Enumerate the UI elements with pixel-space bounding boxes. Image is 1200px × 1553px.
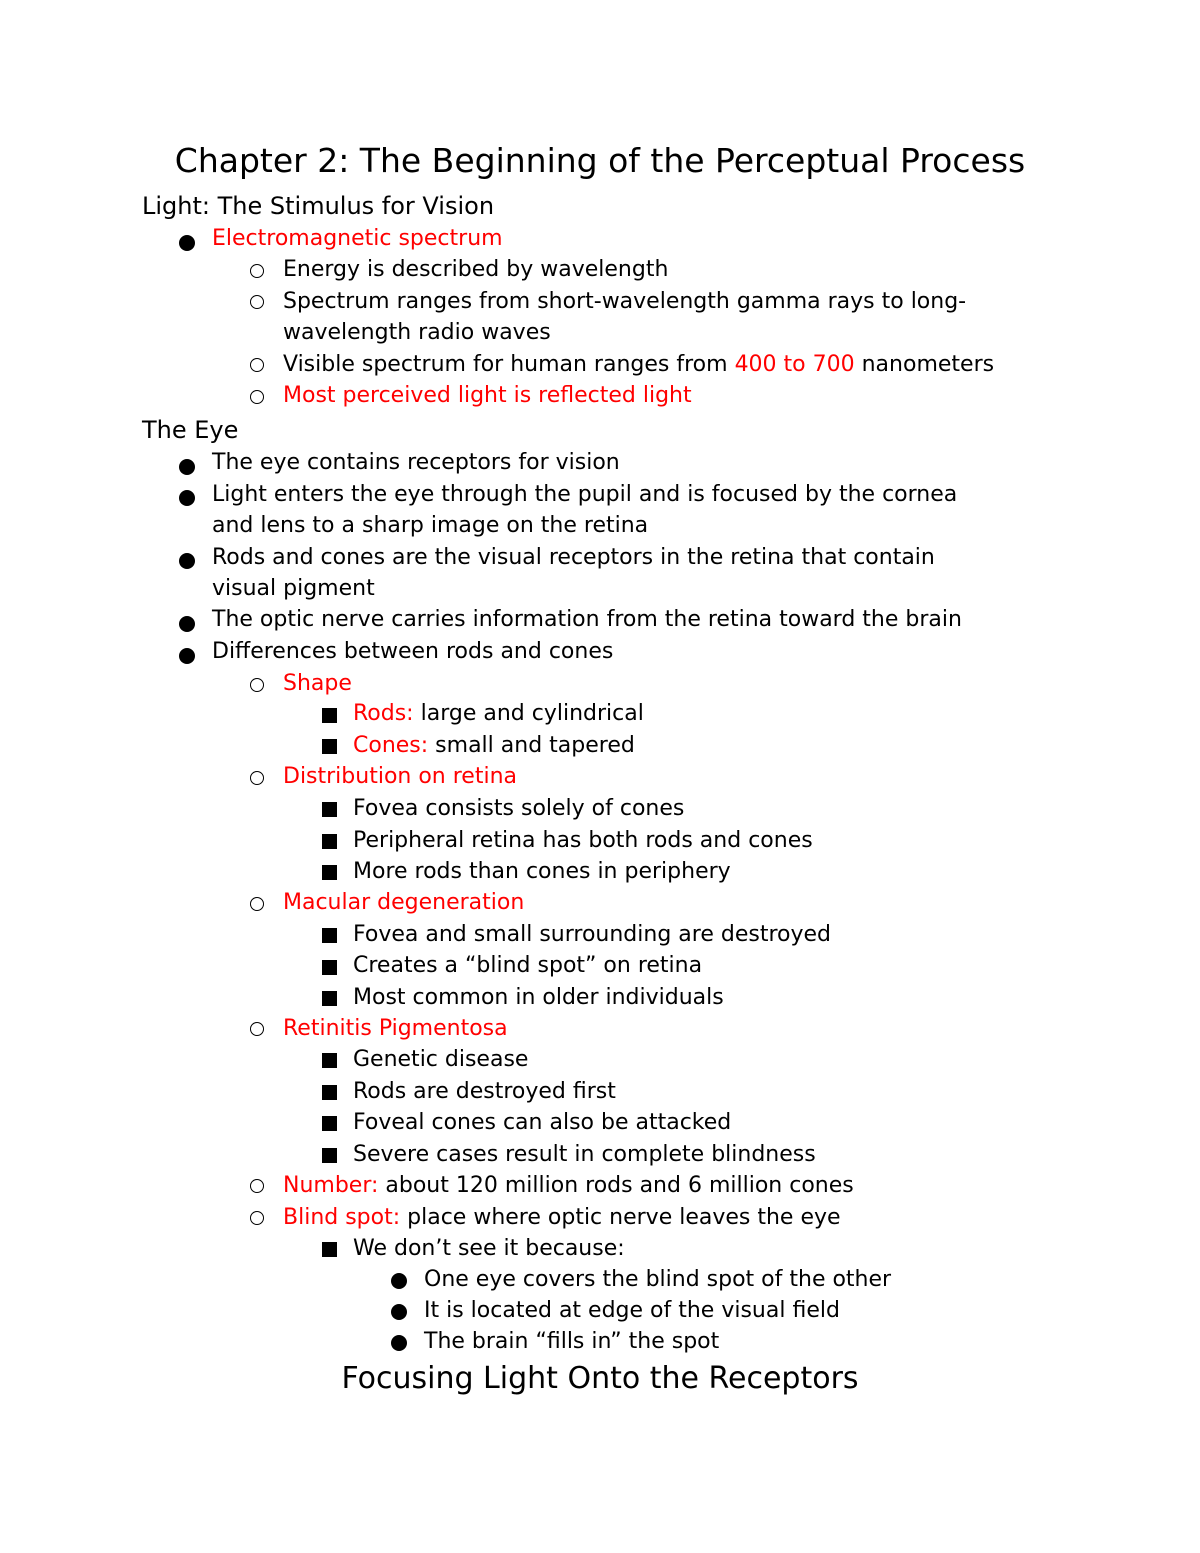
hollow-circle-bullet-icon [250,897,264,911]
filled-square-bullet-icon [322,1085,337,1100]
filled-square-bullet-icon [322,708,337,723]
cones-text: small and tapered [428,733,635,758]
list-item-retinitis-3: Severe cases result in complete blindness [353,1142,816,1167]
cones-label: Cones: [353,733,429,758]
rods-label: Rods: [353,701,414,726]
blind-spot-label: Blind spot: [283,1205,401,1230]
list-item-macular-0: Fovea and small surrounding are destroyed [353,922,831,947]
list-item-spectrum-line1: Spectrum ranges from short-wavelength gamma rays to long- [283,289,967,314]
list-item-distribution: Distribution on retina [283,764,517,789]
list-item-distribution-2: More rods than cones in periphery [353,859,731,884]
list-item-energy: Energy is described by wavelength [283,257,669,282]
hollow-circle-bullet-icon [250,295,264,309]
filled-square-bullet-icon [322,960,337,975]
filled-circle-bullet-icon [179,648,195,664]
list-item-light-enters-line1: Light enters the eye through the pupil and is focused by the cornea [212,482,958,507]
filled-circle-bullet-icon [179,553,195,569]
list-item-retinitis-0: Genetic disease [353,1047,529,1072]
list-item-spectrum-line2: wavelength radio waves [283,320,551,345]
filled-square-bullet-icon [322,739,337,754]
list-item-optic-nerve: The optic nerve carries information from the retina toward the brain [212,607,962,632]
filled-circle-bullet-icon [391,1304,407,1320]
visible-suffix: nanometers [854,352,995,377]
filled-circle-bullet-icon [179,616,195,632]
list-item-rods-cones-line2: visual pigment [212,576,375,601]
list-item-macular: Macular degeneration [283,890,525,915]
filled-square-bullet-icon [322,865,337,880]
number-label: Number: [283,1173,379,1198]
hollow-circle-bullet-icon [250,1211,264,1225]
hollow-circle-bullet-icon [250,358,264,372]
rods-text: large and cylindrical [413,701,644,726]
hollow-circle-bullet-icon [250,1179,264,1193]
list-item-number [283,1170,854,1202]
list-item-reason-1: It is located at edge of the visual field [424,1298,840,1323]
list-item-receptors: The eye contains receptors for vision [212,450,620,475]
hollow-circle-bullet-icon [250,390,264,404]
list-item-rods-cones-line1: Rods and cones are the visual receptors in the retina that contain [212,545,935,570]
list-item-retinitis-2: Foveal cones can also be attacked [353,1110,732,1135]
list-item-macular-1: Creates a “blind spot” on retina [353,953,703,978]
filled-square-bullet-icon [322,1148,337,1163]
filled-circle-bullet-icon [179,235,195,251]
filled-circle-bullet-icon [179,459,195,475]
section-heading-light: Light: The Stimulus for Vision [142,192,495,220]
filled-circle-bullet-icon [391,1273,407,1289]
hollow-circle-bullet-icon [250,264,264,278]
visible-prefix: Visible spectrum for human ranges from [283,352,735,377]
list-item-differences: Differences between rods and cones [212,639,614,664]
filled-square-bullet-icon [322,834,337,849]
list-item-retinitis: Retinitis Pigmentosa [283,1016,508,1041]
filled-square-bullet-icon [322,1242,337,1257]
hollow-circle-bullet-icon [250,678,264,692]
list-item-light-enters-line2: and lens to a sharp image on the retina [212,513,649,538]
blind-spot-text: place where optic nerve leaves the eye [400,1205,841,1230]
filled-circle-bullet-icon [391,1335,407,1351]
page-title: Chapter 2: The Beginning of the Perceptual Process [174,141,1026,180]
filled-square-bullet-icon [322,802,337,817]
hollow-circle-bullet-icon [250,771,264,785]
number-text: about 120 million rods and 6 million cones [378,1173,854,1198]
list-item-macular-2: Most common in older individuals [353,985,724,1010]
list-item-cones-shape [353,730,635,762]
list-item-shape: Shape [283,671,352,696]
filled-square-bullet-icon [322,1116,337,1131]
filled-circle-bullet-icon [179,490,195,506]
list-item-em-spectrum: Electromagnetic spectrum [212,226,503,251]
list-item-reason-2: The brain “fills in” the spot [424,1329,720,1354]
section-heading-focusing: Focusing Light Onto the Receptors [341,1361,859,1396]
list-item-rods-shape [353,698,644,730]
filled-square-bullet-icon [322,1053,337,1068]
list-item-retinitis-1: Rods are destroyed first [353,1079,616,1104]
list-item-blind-spot [283,1202,841,1234]
list-item-blind-spot-why: We don’t see it because: [353,1236,625,1261]
list-item-distribution-0: Fovea consists solely of cones [353,796,685,821]
filled-square-bullet-icon [322,928,337,943]
visible-range: 400 to 700 [734,352,855,377]
list-item-reflected: Most perceived light is reflected light [283,383,692,408]
list-item-visible-spectrum [283,349,994,381]
list-item-reason-0: One eye covers the blind spot of the other [424,1267,892,1292]
section-heading-eye: The Eye [142,416,239,444]
list-item-distribution-1: Peripheral retina has both rods and cones [353,828,813,853]
hollow-circle-bullet-icon [250,1022,264,1036]
filled-square-bullet-icon [322,991,337,1006]
